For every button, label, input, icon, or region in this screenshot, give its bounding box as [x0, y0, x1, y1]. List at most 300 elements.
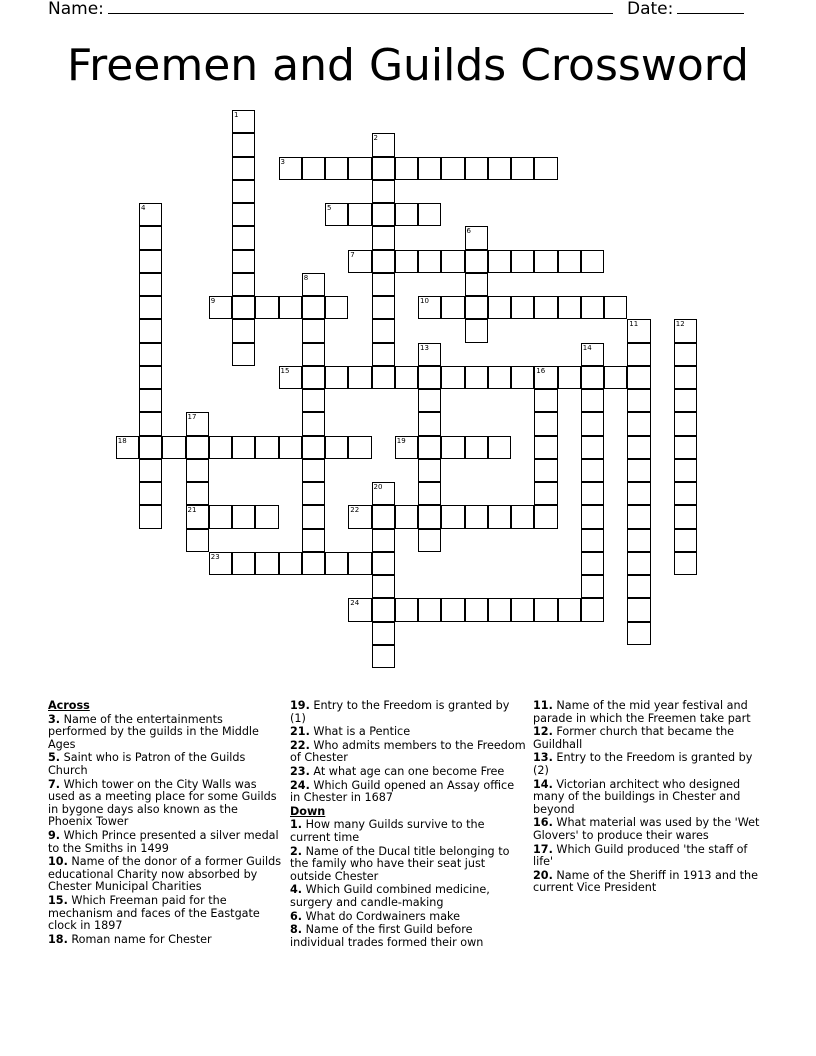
- grid-cell[interactable]: [372, 133, 395, 156]
- clue-text: Entry to the Freedom is granted by (2): [533, 751, 753, 777]
- grid-cell[interactable]: [162, 436, 185, 459]
- grid-cell[interactable]: [348, 436, 371, 459]
- grid-cell[interactable]: [674, 412, 697, 435]
- clue-item: [48, 934, 284, 947]
- cell-number: 17: [187, 413, 197, 422]
- cell-number: 16: [536, 366, 546, 375]
- grid-cell[interactable]: [325, 203, 348, 226]
- grid-cell[interactable]: [627, 319, 650, 342]
- cell-number: 4: [141, 204, 146, 212]
- grid-cell[interactable]: [372, 575, 395, 598]
- clue-item: [290, 740, 526, 765]
- grid-cell[interactable]: [674, 552, 697, 575]
- grid-cell[interactable]: [488, 366, 511, 389]
- grid-cell[interactable]: [465, 505, 488, 528]
- clue-number: 23.: [290, 764, 310, 778]
- cell-number: 13: [420, 343, 429, 352]
- grid-cell[interactable]: [674, 366, 697, 389]
- grid-cell[interactable]: [302, 459, 325, 482]
- grid-cell[interactable]: [674, 529, 697, 552]
- grid-cell[interactable]: [418, 250, 441, 273]
- grid-cell[interactable]: [139, 459, 162, 482]
- clue-text: How many Guilds survive to the current time: [290, 818, 485, 844]
- clue-number: 24.: [290, 778, 310, 792]
- grid-cell[interactable]: [232, 436, 255, 459]
- clue-text: Name of the Sheriff in 1913 and the current Vice President: [533, 868, 759, 895]
- clue-item: [533, 844, 769, 869]
- clue-number: 7.: [48, 777, 61, 791]
- grid-cell[interactable]: [418, 529, 441, 552]
- grid-cell[interactable]: [581, 459, 604, 482]
- grid-cell[interactable]: [627, 343, 650, 366]
- grid-cell[interactable]: [255, 505, 278, 528]
- clue-number: 22.: [290, 738, 310, 752]
- grid-cell[interactable]: [139, 482, 162, 505]
- grid-cell[interactable]: [418, 389, 441, 412]
- clue-text: Which Prince presented a silver medal to the Smiths in 1499: [48, 828, 279, 855]
- grid-cell[interactable]: [465, 319, 488, 342]
- grid-cell[interactable]: [255, 436, 278, 459]
- clue-text: Who admits members to the Freedom of Chester: [290, 738, 526, 765]
- grid-cell[interactable]: [418, 505, 441, 528]
- grid-cell[interactable]: [232, 133, 255, 156]
- grid-cell[interactable]: [534, 436, 557, 459]
- grid-cell[interactable]: [255, 296, 278, 319]
- grid-cell[interactable]: [511, 250, 534, 273]
- clue-text: Roman name for Chester: [71, 932, 212, 946]
- grid-cell[interactable]: [511, 296, 534, 319]
- grid-cell[interactable]: [395, 505, 418, 528]
- grid-cell[interactable]: [325, 552, 348, 575]
- grid-cell[interactable]: [302, 482, 325, 505]
- clue-text: Entry to the Freedom is granted by (1): [290, 699, 510, 725]
- grid-cell[interactable]: [372, 598, 395, 621]
- grid-cell[interactable]: [372, 529, 395, 552]
- grid-cell[interactable]: [488, 296, 511, 319]
- grid-cell[interactable]: [302, 436, 325, 459]
- grid-cell[interactable]: [418, 366, 441, 389]
- grid-cell[interactable]: [511, 157, 534, 180]
- grid-cell[interactable]: [581, 412, 604, 435]
- grid-cell[interactable]: [372, 203, 395, 226]
- grid-cell[interactable]: [581, 529, 604, 552]
- clue-number: 16.: [533, 816, 553, 830]
- grid-cell[interactable]: [372, 296, 395, 319]
- grid-cell[interactable]: [627, 622, 650, 645]
- grid-cell[interactable]: [674, 505, 697, 528]
- grid-cell[interactable]: [581, 505, 604, 528]
- grid-cell[interactable]: [232, 250, 255, 273]
- grid-cell[interactable]: [209, 436, 232, 459]
- grid-cell[interactable]: [418, 157, 441, 180]
- grid-cell[interactable]: [418, 203, 441, 226]
- grid-cell[interactable]: [348, 203, 371, 226]
- grid-cell[interactable]: [209, 296, 232, 319]
- grid-cell[interactable]: [139, 389, 162, 412]
- cell-number: 1: [234, 111, 239, 119]
- clue-item: [48, 752, 284, 777]
- clue-text: What material was used by the 'Wet Glovers' to produce their wares: [533, 816, 760, 842]
- clue-text: Which tower on the City Walls was used as a meeting place for some Guilds in bygone days also known as the Phoenix Tower: [48, 777, 277, 829]
- grid-cell[interactable]: [139, 505, 162, 528]
- clue-text: Which Guild opened an Assay office in Chester in 1687: [290, 778, 515, 805]
- grid-cell[interactable]: [558, 296, 581, 319]
- grid-cell[interactable]: [488, 505, 511, 528]
- grid-cell[interactable]: [209, 505, 232, 528]
- clue-item: [533, 817, 769, 842]
- grid-cell[interactable]: [604, 296, 627, 319]
- cell-number: 23: [210, 552, 220, 561]
- grid-cell[interactable]: [232, 157, 255, 180]
- cell-number: 8: [303, 273, 309, 282]
- grid-cell[interactable]: [395, 598, 418, 621]
- clue-number: 19.: [290, 699, 310, 712]
- grid-cell[interactable]: [139, 343, 162, 366]
- grid-cell[interactable]: [186, 436, 209, 459]
- grid-cell[interactable]: [232, 505, 255, 528]
- grid-cell[interactable]: [348, 157, 371, 180]
- cell-number: 14: [582, 343, 592, 352]
- grid-cell[interactable]: [348, 366, 371, 389]
- grid-cell[interactable]: [488, 436, 511, 459]
- cell-number: 24: [350, 599, 360, 608]
- grid-cell[interactable]: [232, 552, 255, 575]
- grid-cell[interactable]: [302, 529, 325, 552]
- grid-cell[interactable]: [139, 250, 162, 273]
- grid-cell[interactable]: [186, 459, 209, 482]
- grid-cell[interactable]: [441, 296, 464, 319]
- clue-number: 14.: [533, 777, 553, 791]
- grid-cell[interactable]: [372, 157, 395, 180]
- clue-text: Victorian architect who designed many of the buildings in Chester and beyond: [533, 777, 741, 816]
- grid-cell[interactable]: [302, 343, 325, 366]
- clue-text: Name of the first Guild before individual trades formed their own: [290, 923, 484, 949]
- cell-number: 20: [373, 483, 383, 491]
- grid-cell[interactable]: [674, 343, 697, 366]
- clue-number: 11.: [533, 699, 553, 712]
- clue-text: What is a Pentice: [313, 725, 411, 739]
- clue-text: Former church that became the Guildhall: [533, 725, 735, 751]
- grid-cell[interactable]: [488, 250, 511, 273]
- grid-cell[interactable]: [139, 273, 162, 296]
- clue-item: [533, 726, 769, 751]
- grid-cell[interactable]: [581, 482, 604, 505]
- grid-cell[interactable]: [139, 226, 162, 249]
- grid-cell[interactable]: [302, 505, 325, 528]
- grid-cell[interactable]: [325, 366, 348, 389]
- clue-text: Name of the donor of a former Guilds educational Charity now absorbed by Chester Municipal Charities: [48, 855, 282, 894]
- grid-cell[interactable]: [186, 505, 209, 528]
- clue-text: At what age can one become Free: [313, 764, 505, 778]
- cell-number: 22: [350, 506, 360, 515]
- grid-cell[interactable]: [581, 389, 604, 412]
- clue-number: 18.: [48, 932, 68, 946]
- grid-cell[interactable]: [534, 412, 557, 435]
- clues-column-3: [533, 700, 769, 896]
- grid-cell[interactable]: [139, 366, 162, 389]
- clue-item: [290, 846, 526, 884]
- clue-number: 17.: [533, 842, 553, 856]
- clue-number: 2.: [290, 844, 303, 858]
- clue-item: [533, 752, 769, 777]
- grid-cell[interactable]: [604, 366, 627, 389]
- grid-cell[interactable]: [674, 436, 697, 459]
- grid-cell[interactable]: [395, 203, 418, 226]
- down-heading: Down: [290, 804, 326, 818]
- grid-cell[interactable]: [302, 412, 325, 435]
- cell-number: 21: [187, 506, 197, 515]
- grid-cell[interactable]: [348, 598, 371, 621]
- grid-cell[interactable]: [139, 436, 162, 459]
- grid-cell[interactable]: [465, 296, 488, 319]
- grid-cell[interactable]: [139, 203, 162, 226]
- grid-cell[interactable]: [395, 157, 418, 180]
- grid-cell[interactable]: [534, 389, 557, 412]
- grid-cell[interactable]: [534, 459, 557, 482]
- grid-cell[interactable]: [302, 389, 325, 412]
- clue-item: [48, 830, 284, 855]
- grid-cell[interactable]: [534, 598, 557, 621]
- clue-item: [290, 924, 526, 949]
- clue-text: Name of the Ducal title belonging to the family who have their seat just outside Chester: [290, 844, 510, 883]
- clue-item: [533, 700, 769, 725]
- clue-item: [533, 779, 769, 817]
- grid-cell[interactable]: [558, 250, 581, 273]
- grid-cell[interactable]: [325, 436, 348, 459]
- grid-cell[interactable]: [372, 250, 395, 273]
- grid-cell[interactable]: [395, 366, 418, 389]
- grid-cell[interactable]: [511, 598, 534, 621]
- clues-column-2: [290, 700, 526, 950]
- grid-cell[interactable]: [372, 319, 395, 342]
- clue-number: 15.: [48, 893, 68, 907]
- grid-cell[interactable]: [534, 366, 557, 389]
- cell-number: 18: [117, 436, 127, 445]
- grid-cell[interactable]: [465, 250, 488, 273]
- grid-cell[interactable]: [534, 296, 557, 319]
- grid-cell[interactable]: [302, 157, 325, 180]
- grid-cell[interactable]: [441, 157, 464, 180]
- grid-cell[interactable]: [232, 110, 255, 133]
- clue-item: [48, 779, 284, 829]
- grid-cell[interactable]: [627, 598, 650, 621]
- grid-cell[interactable]: [348, 505, 371, 528]
- grid-cell[interactable]: [441, 436, 464, 459]
- clue-number: 4.: [290, 883, 303, 897]
- grid-cell[interactable]: [232, 273, 255, 296]
- clue-number: 8.: [290, 923, 303, 937]
- grid-cell[interactable]: [627, 412, 650, 435]
- grid-cell[interactable]: [534, 157, 557, 180]
- grid-cell[interactable]: [116, 436, 139, 459]
- grid-cell[interactable]: [372, 343, 395, 366]
- grid-cell[interactable]: [581, 552, 604, 575]
- grid-cell[interactable]: [534, 250, 557, 273]
- grid-cell[interactable]: [558, 598, 581, 621]
- clue-text: Which Freeman paid for the mechanism and faces of the Eastgate clock in 1897: [48, 893, 260, 933]
- grid-cell[interactable]: [465, 436, 488, 459]
- grid-cell[interactable]: [674, 482, 697, 505]
- grid-cell[interactable]: [581, 250, 604, 273]
- grid-cell[interactable]: [488, 157, 511, 180]
- clue-text: Name of the mid year festival and parade in which the Freemen take part: [533, 699, 751, 725]
- grid-cell[interactable]: [674, 319, 697, 342]
- date-label: Date:: [627, 0, 674, 19]
- grid-cell[interactable]: [581, 296, 604, 319]
- grid-cell[interactable]: [395, 436, 418, 459]
- cell-number: 7: [350, 250, 355, 259]
- grid-cell[interactable]: [674, 459, 697, 482]
- cell-number: 5: [327, 204, 332, 212]
- grid-cell[interactable]: [232, 180, 255, 203]
- name-label: Name:: [48, 0, 104, 19]
- grid-cell[interactable]: [465, 598, 488, 621]
- grid-cell[interactable]: [465, 273, 488, 296]
- grid-cell[interactable]: [581, 366, 604, 389]
- clues-column-1: [48, 700, 284, 947]
- clue-item: [290, 766, 526, 779]
- grid-cell[interactable]: [325, 157, 348, 180]
- grid-cell[interactable]: [348, 552, 371, 575]
- grid-cell[interactable]: [441, 250, 464, 273]
- grid-cell[interactable]: [232, 296, 255, 319]
- grid-cell[interactable]: [279, 366, 302, 389]
- grid-cell[interactable]: [395, 250, 418, 273]
- grid-cell[interactable]: [627, 459, 650, 482]
- clue-number: 1.: [290, 818, 303, 832]
- grid-cell[interactable]: [534, 505, 557, 528]
- grid-cell[interactable]: [627, 505, 650, 528]
- grid-cell[interactable]: [372, 645, 395, 668]
- clue-item: [48, 895, 284, 933]
- grid-cell[interactable]: [581, 343, 604, 366]
- grid-cell[interactable]: [418, 412, 441, 435]
- clue-item: [290, 780, 526, 805]
- clue-number: 10.: [48, 855, 68, 869]
- grid-cell[interactable]: [139, 296, 162, 319]
- grid-cell[interactable]: [674, 389, 697, 412]
- grid-cell[interactable]: [372, 552, 395, 575]
- grid-cell[interactable]: [627, 436, 650, 459]
- clue-item: [290, 911, 526, 924]
- grid-cell[interactable]: [232, 203, 255, 226]
- clue-item: [290, 726, 526, 739]
- cell-number: 19: [396, 436, 406, 445]
- grid-cell[interactable]: [465, 366, 488, 389]
- grid-cell[interactable]: [302, 552, 325, 575]
- grid-cell[interactable]: [627, 575, 650, 598]
- clue-text: Which Guild combined medicine, surgery and candle-making: [290, 883, 490, 909]
- clue-text: What do Cordwainers make: [305, 909, 461, 923]
- grid-cell[interactable]: [325, 296, 348, 319]
- grid-cell[interactable]: [627, 552, 650, 575]
- grid-cell[interactable]: [279, 296, 302, 319]
- grid-cell[interactable]: [279, 157, 302, 180]
- grid-cell[interactable]: [139, 319, 162, 342]
- grid-cell[interactable]: [558, 366, 581, 389]
- grid-cell[interactable]: [418, 436, 441, 459]
- page-title: Freemen and Guilds Crossword: [67, 40, 749, 91]
- grid-cell[interactable]: [627, 366, 650, 389]
- clue-item: [48, 714, 284, 752]
- grid-cell[interactable]: [581, 575, 604, 598]
- grid-cell[interactable]: [232, 343, 255, 366]
- grid-cell[interactable]: [441, 598, 464, 621]
- grid-cell[interactable]: [186, 412, 209, 435]
- grid-cell[interactable]: [441, 366, 464, 389]
- grid-cell[interactable]: [372, 180, 395, 203]
- grid-cell[interactable]: [302, 296, 325, 319]
- grid-cell[interactable]: [372, 226, 395, 249]
- clue-item: [290, 819, 526, 844]
- grid-cell[interactable]: [418, 296, 441, 319]
- grid-cell[interactable]: [418, 598, 441, 621]
- cell-number: 3: [280, 157, 285, 166]
- across-heading: Across: [48, 699, 90, 712]
- grid-cell[interactable]: [209, 552, 232, 575]
- clue-item: [290, 700, 526, 725]
- clue-number: 20.: [533, 868, 553, 882]
- grid-cell[interactable]: [465, 226, 488, 249]
- grid-cell[interactable]: [232, 226, 255, 249]
- grid-cell[interactable]: [441, 505, 464, 528]
- cell-number: 10: [420, 297, 429, 305]
- grid-cell[interactable]: [255, 552, 278, 575]
- clue-number: 9.: [48, 828, 61, 842]
- grid-cell[interactable]: [279, 552, 302, 575]
- grid-cell[interactable]: [488, 598, 511, 621]
- grid-cell[interactable]: [581, 598, 604, 621]
- grid-cell[interactable]: [511, 366, 534, 389]
- clue-number: 21.: [290, 725, 310, 739]
- clue-number: 12.: [533, 725, 553, 739]
- grid-cell[interactable]: [534, 482, 557, 505]
- grid-cell[interactable]: [627, 482, 650, 505]
- clue-number: 13.: [533, 751, 553, 765]
- clue-text: Name of the entertainments performed by the guilds in the Middle Ages: [48, 712, 259, 751]
- grid-cell[interactable]: [511, 505, 534, 528]
- grid-cell[interactable]: [465, 157, 488, 180]
- cell-number: 2: [373, 134, 378, 143]
- grid-cell[interactable]: [418, 482, 441, 505]
- clue-item: [48, 856, 284, 894]
- grid-cell[interactable]: [279, 436, 302, 459]
- grid-cell[interactable]: [581, 436, 604, 459]
- grid-cell[interactable]: [372, 366, 395, 389]
- clue-number: 6.: [290, 909, 303, 923]
- grid-cell[interactable]: [418, 459, 441, 482]
- grid-cell[interactable]: [372, 482, 395, 505]
- grid-cell[interactable]: [372, 273, 395, 296]
- grid-cell[interactable]: [372, 505, 395, 528]
- grid-cell[interactable]: [186, 529, 209, 552]
- grid-cell[interactable]: [186, 482, 209, 505]
- clue-text: Which Guild produced 'the staff of life': [533, 842, 748, 869]
- clue-text: Saint who is Patron of the Guilds Church: [48, 751, 246, 777]
- grid-cell[interactable]: [302, 366, 325, 389]
- grid-cell[interactable]: [232, 319, 255, 342]
- grid-cell[interactable]: [302, 273, 325, 296]
- grid-cell[interactable]: [418, 343, 441, 366]
- grid-cell[interactable]: [627, 389, 650, 412]
- grid-cell[interactable]: [372, 622, 395, 645]
- cell-number: 11: [629, 320, 639, 329]
- cell-number: 15: [280, 366, 290, 375]
- grid-cell[interactable]: [627, 529, 650, 552]
- grid-cell[interactable]: [302, 319, 325, 342]
- grid-cell[interactable]: [139, 412, 162, 435]
- grid-cell[interactable]: [348, 250, 371, 273]
